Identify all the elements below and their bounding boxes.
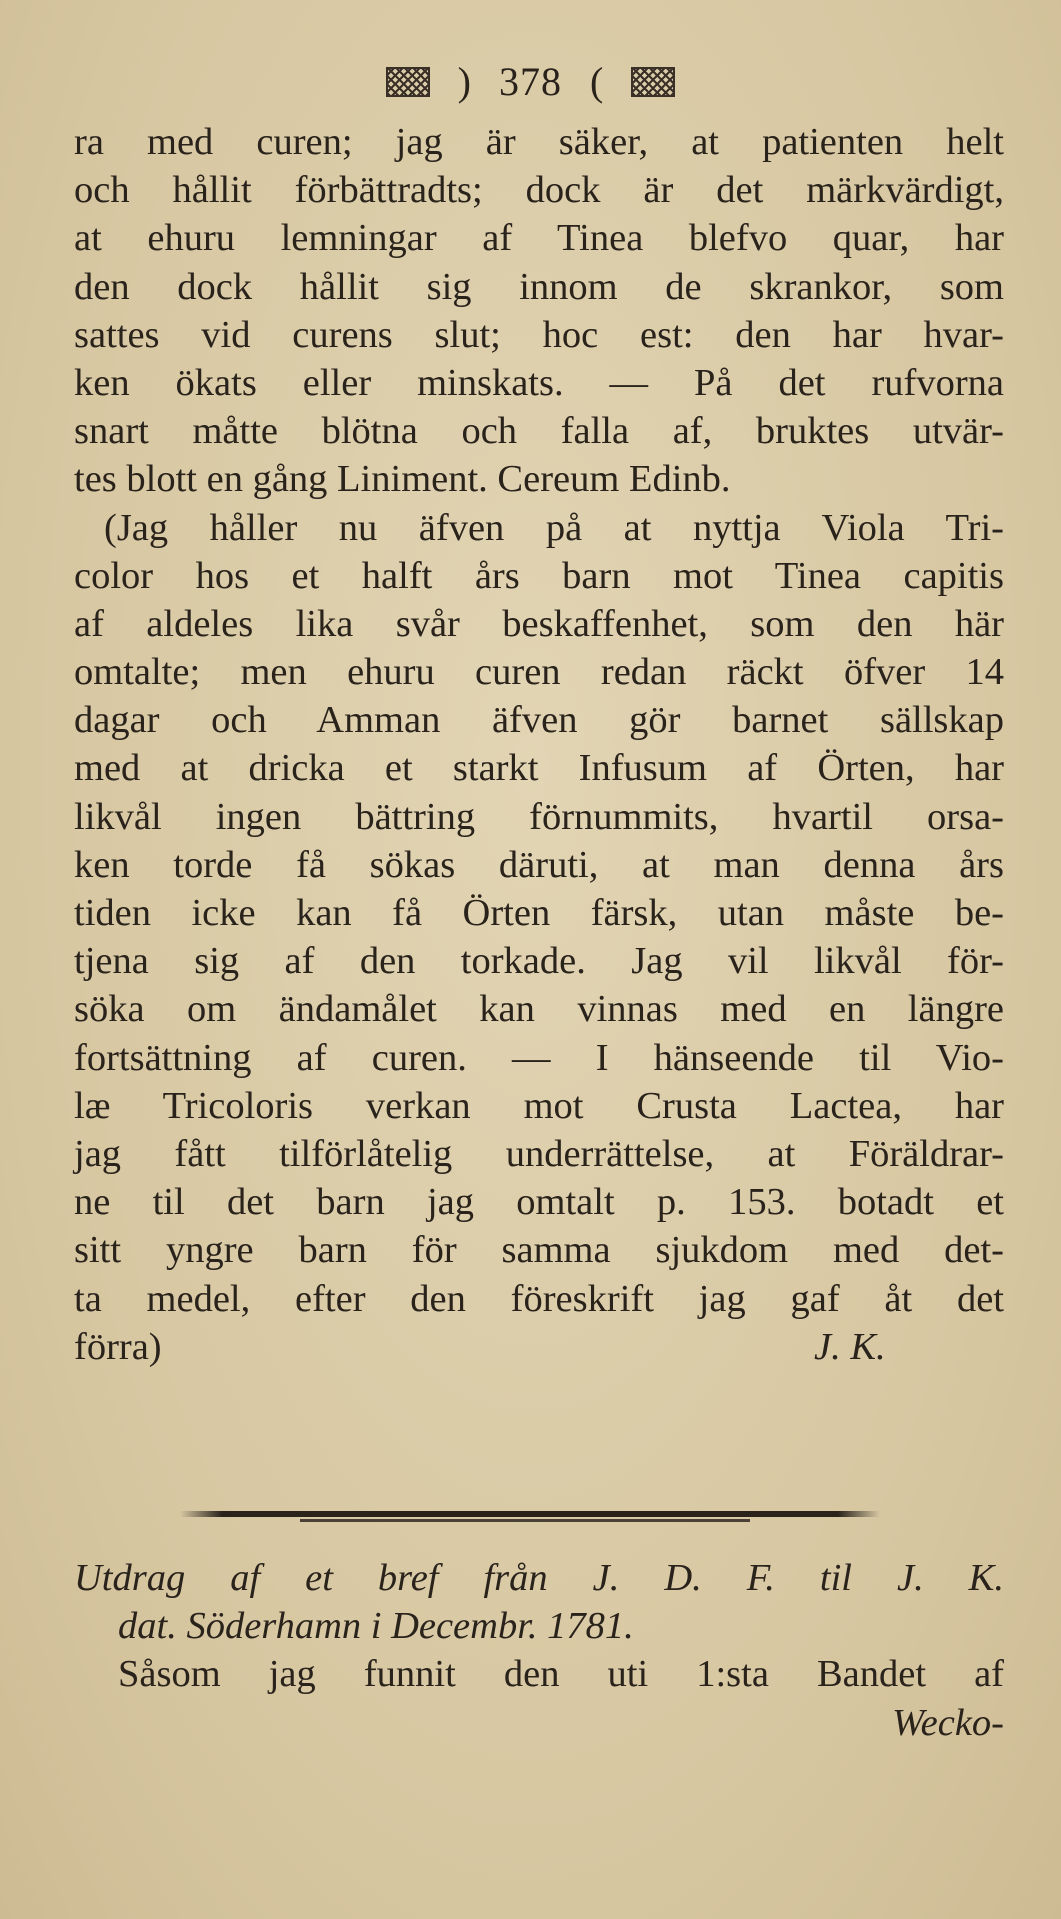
text-line: och hållit förbättradts; dock är det märkvärdigt, (74, 169, 1004, 212)
text-line: tiden icke kan få Örten färsk, utan måste be- (74, 892, 1004, 934)
catchword: Wecko- (892, 1701, 1004, 1744)
text-line: ra med curen; jag är säker, at patienten helt (74, 121, 1004, 163)
text-line: söka om ändamålet kan vinnas med en längre (74, 988, 1004, 1031)
header-bracket-right: ( (590, 59, 604, 104)
section-divider (180, 1511, 880, 1517)
text-line: dagar och Amman äfven gör barnet sällskap (74, 699, 1004, 742)
text-line: tes blott en gång Liniment. Cereum Edinb. (74, 458, 731, 501)
text-line: omtalte; men ehuru curen redan räckt öfver 14 (74, 651, 1004, 694)
text-line: snart måtte blötna och falla af, bruktes utvär- (74, 410, 1004, 453)
excerpt-dateline: dat. Söderhamn i Decembr. 1781. (118, 1605, 634, 1648)
ornament-left-icon (386, 67, 430, 97)
section-divider-thin (300, 1519, 750, 1522)
page-number: 378 (499, 59, 562, 104)
text-line: fortsättning af curen. — I hänseende til Vio- (74, 1036, 1004, 1079)
text-line: sitt yngre barn för samma sjukdom med det- (74, 1229, 1004, 1272)
closing-text: förra) (74, 1325, 162, 1368)
text-line: tjena sig af den torkade. Jag vil likvål för- (74, 940, 1004, 983)
text-line: ken ökats eller minskats. — På det rufvorna (74, 361, 1004, 404)
excerpt-title: Utdrag af et bref från J. D. F. til J. K. (74, 1557, 1004, 1599)
text-line: (Jag håller nu äfven på at nyttja Viola Tri- (104, 506, 1004, 549)
text-line: at ehuru lemningar af Tinea blefvo quar, har (74, 217, 1004, 260)
text-line: Såsom jag funnit den uti 1:sta Bandet af (118, 1653, 1004, 1696)
excerpt-section (74, 1552, 1004, 1745)
text-line: color hos et halft års barn mot Tinea capitis (74, 554, 1004, 597)
page-header (0, 58, 1061, 105)
text-line-last (74, 1323, 1004, 1371)
signature: J. K. (814, 1325, 886, 1368)
header-bracket-left: ) (457, 59, 471, 104)
text-line: med at dricka et starkt Infusum af Örten, har (74, 747, 1004, 790)
text-line: likvål ingen bättring förnummits, hvartil orsa- (74, 795, 1004, 838)
text-line: ne til det barn jag omtalt p. 153. botadt et (74, 1181, 1004, 1224)
text-line: ta medel, efter den föreskrift jag gaf åt det (74, 1277, 1004, 1320)
text-line: læ Tricoloris verkan mot Crusta Lactea, har (74, 1084, 1004, 1127)
ornament-right-icon (631, 67, 675, 97)
body-text (74, 118, 1004, 1371)
text-line: ken torde få sökas däruti, at man denna års (74, 843, 1004, 886)
text-line: af aldeles lika svår beskaffenhet, som den här (74, 602, 1004, 645)
text-line: sattes vid curens slut; hoc est: den har hvar- (74, 313, 1004, 356)
text-line: den dock hållit sig innom de skrankor, som (74, 265, 1004, 308)
text-line: jag fått tilförlåtelig underrättelse, at Föräldrar- (74, 1132, 1004, 1175)
